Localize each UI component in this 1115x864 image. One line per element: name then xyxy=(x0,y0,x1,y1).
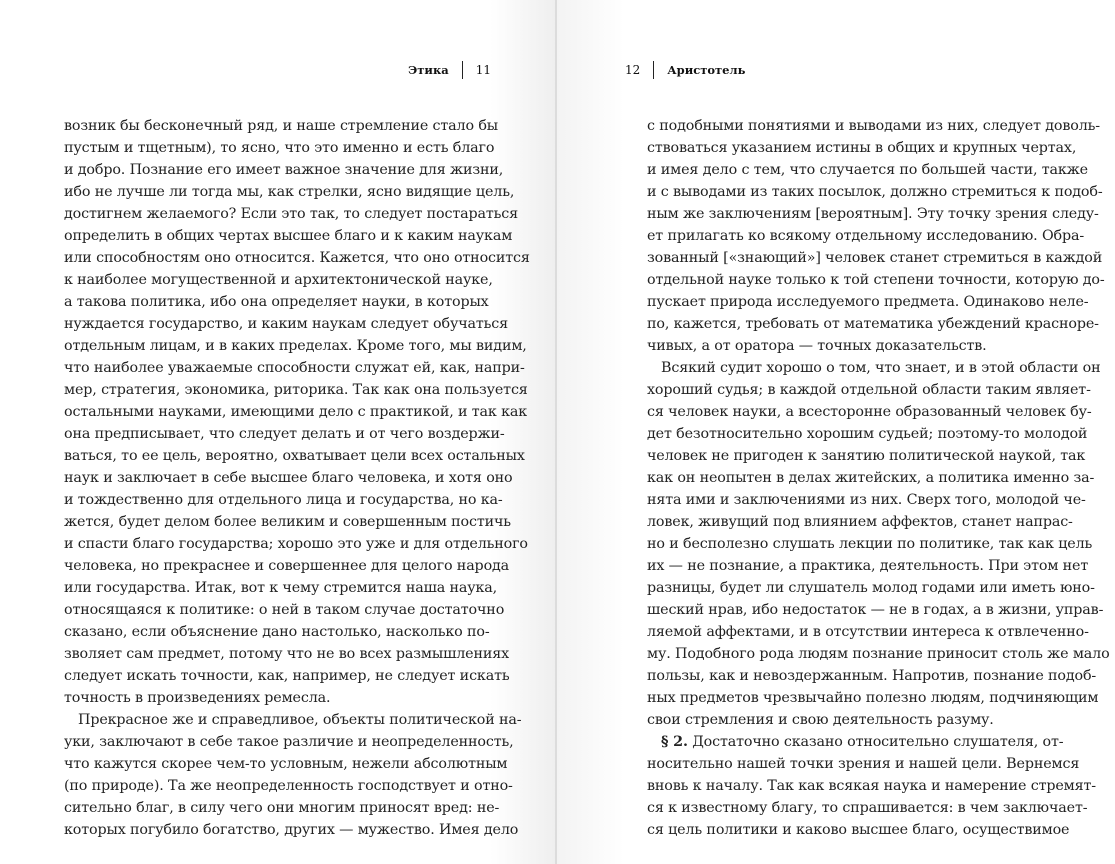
text-line: отдельным лицам, и в каких пределах. Кроме того, мы видим, xyxy=(64,338,527,354)
text-line: нуждается государство, и каким наукам следует обучаться xyxy=(64,316,509,332)
text-line: отдельной науке только к той степени точности, которую до- xyxy=(647,272,1105,288)
text-line: Прекрасное же и справедливое, объекты политической на- xyxy=(78,712,522,728)
text-line: остальными науками, имеющими дело с практикой, и так как xyxy=(64,404,528,420)
text-line: шеский нрав, ибо недостаток — не в годах, а в жизни, управ- xyxy=(647,602,1104,618)
text-line-fragment: Достаточно сказано относительно слушателя, от- xyxy=(692,734,1064,750)
text-line: Всякий судит хорошо о том, что знает, и в этой области он xyxy=(661,360,1101,376)
text-line: как он неопытен в делах житейских, а политика именно за- xyxy=(647,470,1095,486)
text-line: и с выводами из таких посылок, должно стремиться к подоб- xyxy=(647,184,1103,200)
right-page-header xyxy=(625,62,745,78)
text-line: ствоваться указанием истины в общих и крупных чертах, xyxy=(647,140,1077,156)
text-line: наук и заключает в себе высшее благо человека, и хотя оно xyxy=(64,470,513,486)
section-mark: § 2. xyxy=(661,734,688,750)
text-line: мер, стратегия, экономика, риторика. Так как она пользуется xyxy=(64,382,528,398)
text-line: и спасти благо государства; хорошо это уже и для отдельного xyxy=(64,536,528,552)
text-line: дет безотносительно хорошим судьей; поэтому-то молодой xyxy=(647,426,1088,442)
text-line: которых погубило богатство, других — мужество. Имея дело xyxy=(64,822,519,838)
text-line: пользы, как и невоздержанным. Напротив, познание подоб- xyxy=(647,668,1097,684)
text-line: чивых, а от оратора — точных доказательств. xyxy=(647,338,987,354)
text-line: свои стремления и свою деятельность разуму. xyxy=(647,712,994,728)
text-line: пустым и тщетным), то ясно, что это именно и есть благо xyxy=(64,140,495,156)
text-line: жется, будет делом более великим и совершенным постичь xyxy=(64,514,511,530)
text-line: зволяет сам предмет, потому что не во всех размышлениях xyxy=(64,646,509,662)
text-line: ся цель политики и каково высшее благо, осуществимое xyxy=(647,822,1070,838)
text-line: зованный [«знающий»] человек станет стремиться в каждой xyxy=(647,250,1103,266)
text-line: или государства. Итак, вот к чему стремится наша наука, xyxy=(64,580,498,596)
text-line: человека, но прекраснее и совершеннее для целого народа xyxy=(64,558,510,574)
running-head: Этика xyxy=(408,63,449,77)
text-line: она предписывает, что следует делать и от чего воздержи- xyxy=(64,426,505,442)
right-page-body xyxy=(647,115,1110,841)
text-line: ет прилагать ко всякому отдельному исследованию. Обра- xyxy=(647,228,1085,244)
text-line: (по природе). Та же неопределенность господствует и отно- xyxy=(64,778,513,794)
text-line: ваться, то ее цель, вероятно, охватывает цели всех остальных xyxy=(64,448,525,464)
text-line: носительно нашей точки зрения и нашей цели. Вернемся xyxy=(647,756,1080,772)
text-line: точность в произведениях ремесла. xyxy=(64,690,331,706)
running-head: Аристотель xyxy=(667,63,746,77)
text-line: хороший судья; в каждой отдельной области таким являет- xyxy=(647,382,1091,398)
text-line: следует искать точности, как, например, не следует искать xyxy=(64,668,510,684)
text-line: ловек, живущий под влиянием аффектов, станет напрас- xyxy=(647,514,1073,530)
text-line: а такова политика, ибо она определяет науки, в которых xyxy=(64,294,489,310)
left-page-header xyxy=(408,62,491,78)
text-line: и добро. Познание его имеет важное значение для жизни, xyxy=(64,162,504,178)
page-number: 11 xyxy=(475,63,491,77)
text-line: достигнем желаемого? Если это так, то следует постараться xyxy=(64,206,519,222)
text-line: их — не познание, а практика, деятельность. При этом нет xyxy=(647,558,1089,574)
text-line: ляемой аффектами, и в отсутствии интереса к отвлеченно- xyxy=(647,624,1089,640)
text-line: вновь к началу. Так как всякая наука и намерение стремят- xyxy=(647,778,1096,794)
left-page xyxy=(0,0,557,864)
page-number: 12 xyxy=(625,63,641,77)
text-line: разницы, будет ли слушатель молод годами или иметь юно- xyxy=(647,580,1095,596)
section-start-line xyxy=(647,731,1064,753)
text-line: сказано, если объяснение дано настолько, насколько по- xyxy=(64,624,490,640)
text-line: что кажутся скорее чем-то условным, нежели абсолютным xyxy=(64,756,508,772)
text-line: нята ими и заключениями из них. Сверх того, молодой че- xyxy=(647,492,1086,508)
text-line: сительно благ, в силу чего они многим приносят вред: не- xyxy=(64,800,500,816)
text-line: к наиболее могущественной и архитектонической науке, xyxy=(64,272,493,288)
text-line: человек не пригоден к занятию политической наукой, так xyxy=(647,448,1086,464)
text-line: с подобными понятиями и выводами из них, следует доволь- xyxy=(647,118,1100,134)
text-line: ибо не лучше ли тогда мы, как стрелки, ясно видящие цель, xyxy=(64,184,515,200)
text-line: ных предметов чрезвычайно полезно людям, подчиняющим xyxy=(647,690,1099,706)
text-line: что наиболее уважаемые способности служат ей, как, напри- xyxy=(64,360,525,376)
text-line: по, кажется, требовать от математика убеждений красноре- xyxy=(647,316,1099,332)
text-line: му. Подобного рода людям познание приносит столь же мало xyxy=(647,646,1110,662)
text-line: относящаяся к политике: о ней в таком случае достаточно xyxy=(64,602,505,618)
text-line: ся человек науки, а всесторонне образованный человек бу- xyxy=(647,404,1092,420)
header-divider xyxy=(653,61,654,79)
text-line: определить в общих чертах высшее благо и к каким наукам xyxy=(64,228,513,244)
text-line: уки, заключают в себе такое различие и неопределенность, xyxy=(64,734,514,750)
left-page-body xyxy=(64,115,530,841)
text-line: пускает природа исследуемого предмета. Одинаково неле- xyxy=(647,294,1089,310)
text-line: и имея дело с тем, что случается по большей части, также xyxy=(647,162,1088,178)
text-line: возник бы бесконечный ряд, и наше стремление стало бы xyxy=(64,118,499,134)
right-page xyxy=(557,0,1115,864)
text-line: и тождественно для отдельного лица и государства, но ка- xyxy=(64,492,503,508)
text-line: или способностям оно относится. Кажется, что оно относится xyxy=(64,250,530,266)
text-line: но и бесполезно слушать лекции по политике, так как цель xyxy=(647,536,1093,552)
text-line: ным же заключениям [вероятным]. Эту точку зрения следу- xyxy=(647,206,1099,222)
text-line: ся к известному благу, то спрашивается: в чем заключает- xyxy=(647,800,1088,816)
header-divider xyxy=(462,61,463,79)
